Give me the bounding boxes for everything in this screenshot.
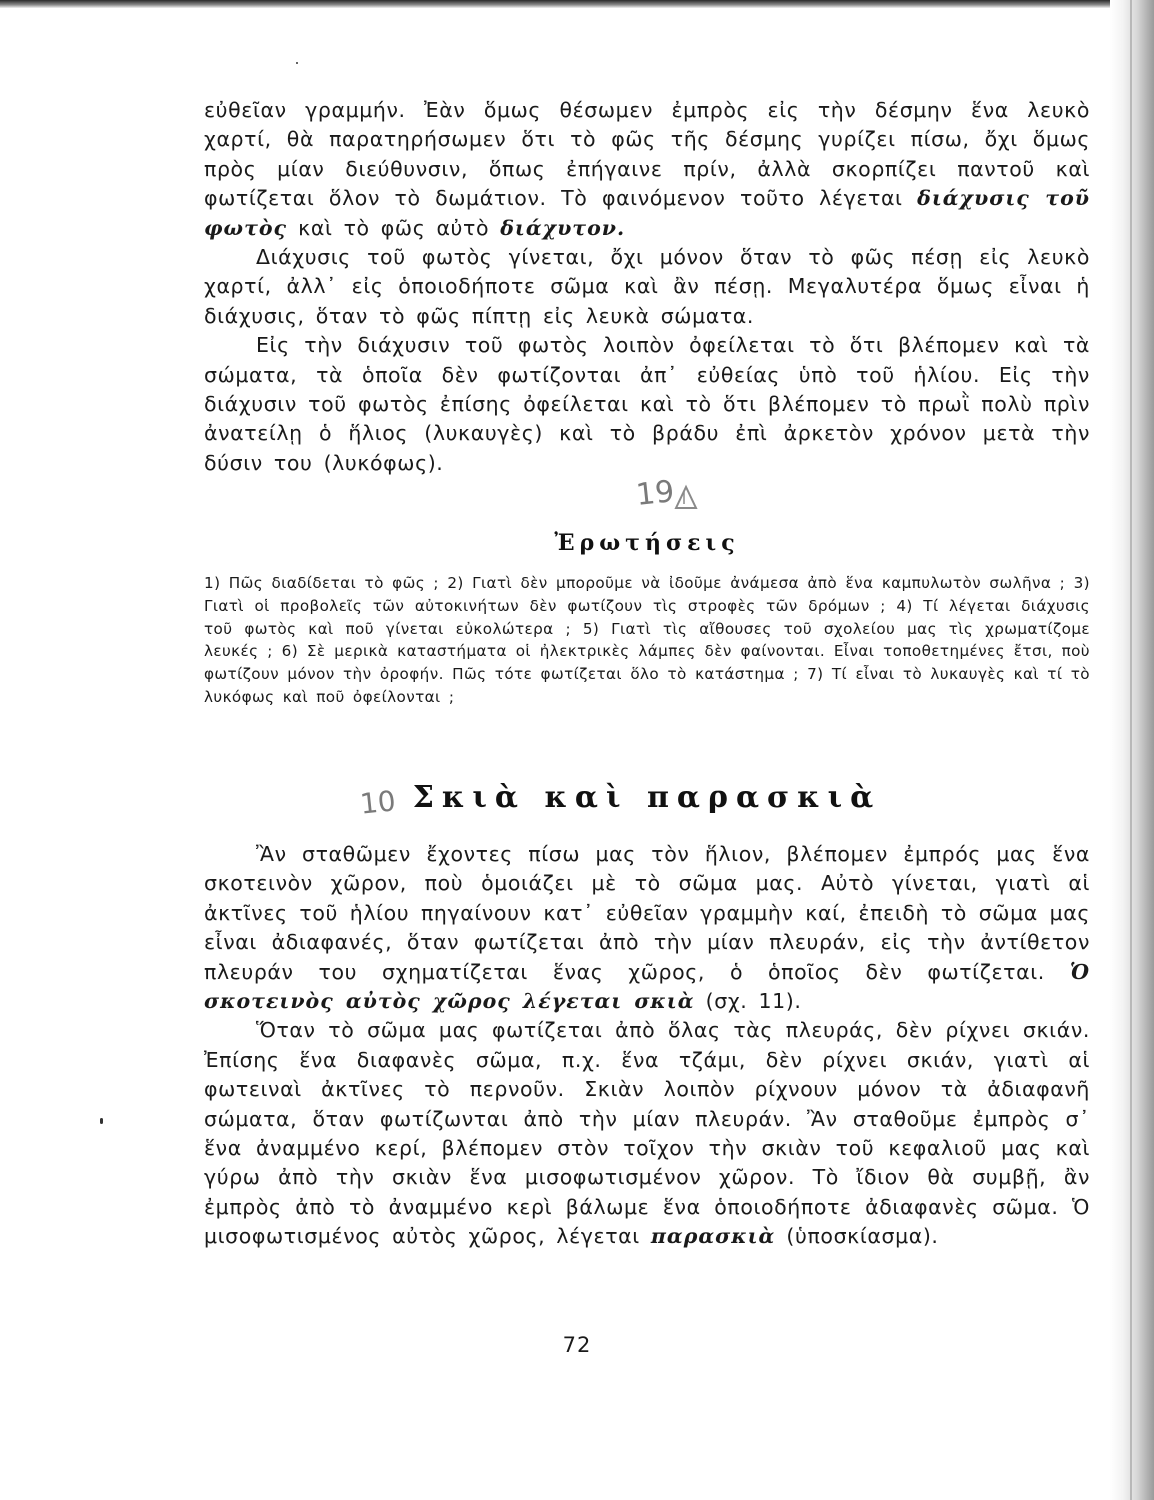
page-number: 72 — [562, 1333, 592, 1357]
questions-heading: Ἐρωτήσεις — [554, 530, 740, 556]
top-text-block — [204, 96, 1090, 478]
paragraph-penumbra-text: Ὅταν τὸ σῶμα μας φωτίζεται ἀπὸ ὅλας τὰς πλευράς, δὲν ρίχνει σκιάν. Ἐπίσης ἕνα διαφανὲς σῶμα, π.χ. ἕνα τζάμι, δὲν ρίχνει σκιάν, γιατὶ αἱ φωτειναὶ ἀκτῖνες τὸ περνοῦν. Σκιὰν λοιπὸν ρίχνουν μόνον τὰ ἀδιαφανῆ σώματα, ὅταν φωτίζωνται ἀπὸ τὴν μίαν πλευράν. Ἂν σταθοῦμε ἐμπρὸς σ᾽ ἕνα ἀναμμένο κερί, βλέπομεν στὸν τοῖχον τὴν σκιὰν τοῦ κεφαλιοῦ μας καὶ γύρω ἀπὸ τὴν σκιὰν ἕνα μισοφωτισμένον χῶρον. Τὸ ἴδιον θὰ συμβῇ, ἂν ἐμπρὸς ἀπὸ τὸ ἀναμμένο κερὶ βάλωμε ἕνα ὁποιοδήποτε ἀδιαφανὲς σῶμα. Ὁ μισοφωτισμένος αὐτὸς χῶρος, λέγεται — [204, 1018, 1090, 1249]
paragraph-1-text: εὐθεῖαν γραμμήν. Ἐὰν ὅμως θέσωμεν ἐμπρὸς εἰς τὴν δέσμην ἕνα λευκὸ χαρτί, θὰ παρατηρήσωμεν ὅτι τὸ φῶς τῆς δέσμης γυρίζει πίσω, ὄχι ὅμως πρὸς μίαν διεύθυνσιν, ὅπως ἐπήγαινε πρίν, ἀλλὰ σκορπίζει παντοῦ καὶ φωτίζεται ὅλον τὸ δωμάτιον. Τὸ φαινόμενον τοῦτο λέγεται — [204, 98, 1090, 211]
paragraph-continuation — [204, 96, 1090, 243]
penumbra-synonym: (ὑποσκίασμα). — [786, 1224, 939, 1249]
paragraph-1-connector: καὶ τὸ φῶς αὐτὸ — [298, 215, 490, 240]
paragraph-twilight: Εἰς τὴν διάχυσιν τοῦ φωτὸς λοιπὸν ὀφείλεται τὸ ὅτι βλέπομεν καὶ τὰ σώματα, τὰ ὁποῖα δὲν φωτίζονται ἀπ᾽ εὐθείας ὑπὸ τοῦ ἡλίου. Εἰς τὴν διάχυσιν τοῦ φωτὸς ἐπίσης ὀφείλεται καὶ τὸ ὅτι βλέπομεν τὸ πρωῒ πολὺ πρὶν ἀνατείλῃ ὁ ἥλιος (λυκαυγὲς) καὶ τὸ βράδυ ἐπὶ ἀρκετὸν χρόνον μετὰ τὴν δύσιν του (λυκόφως). — [204, 333, 1090, 475]
stray-ink-mark — [100, 1118, 103, 1124]
pencil-annotation-10: 10 — [358, 784, 398, 821]
paragraph-diffusion: Διάχυσις τοῦ φωτὸς γίνεται, ὄχι μόνον ὅταν τὸ φῶς πέσῃ εἰς λευκὸ χαρτί, ἀλλ᾽ εἰς ὁποιοδήποτε σῶμα καὶ ἂν πέσῃ. Μεγαλυτέρα ὅμως εἶναι ἡ διάχυσις, ὅταν τὸ φῶς πίπτῃ εἰς λευκὰ σώματα. — [204, 245, 1090, 328]
page-binding-line — [1130, 0, 1132, 1500]
paragraph-shadow-definition — [204, 840, 1090, 1016]
term-shadow-definition: Ὁ σκοτεινὸς αὐτὸς χῶρος λέγεται σκιὰ — [204, 959, 1090, 1014]
term-penumbra: παρασκιὰ — [650, 1224, 776, 1249]
bottom-text-block — [204, 840, 1090, 1252]
pencil-annotation-19: 19 — [634, 474, 676, 513]
section-heading-shadow-penumbra: Σκιὰ καὶ παρασκιὰ — [412, 780, 882, 815]
term-diffusion-of-light: διάχυσις τοῦ φωτὸς — [204, 186, 1090, 240]
paragraph-shadow-text: Ἂν σταθῶμεν ἔχοντες πίσω μας τὸν ἥλιον, βλέπομεν ἐμπρός μας ἕνα σκοτεινὸν χῶρον, ποὺ ὁμοιάζει μὲ τὸ σῶμα μας. Αὐτὸ γίνεται, γιατὶ αἱ ἀκτῖνες τοῦ ἡλίου πηγαίνουν κατ᾽ εὐθεῖαν γραμμὴν καί, ἐπειδὴ τὸ σῶμα μας εἶναι ἀδιαφανές, ὅταν φωτίζεται ἀπὸ τὴν μίαν πλευράν, εἰς τὴν ἀντίθετον πλευράν του σχηματίζεται ἕνας χῶρος, ὁ ὁποῖος δὲν φωτίζεται. — [204, 842, 1090, 984]
questions-paragraph: 1) Πῶς διαδίδεται τὸ φῶς ; 2) Γιατὶ δὲν μποροῦμε νὰ ἰδοῦμε ἀνάμεσα ἀπὸ ἕνα καμπυλωτὸν σωλῆνα ; 3) Γιατὶ οἱ προβολεῖς τῶν αὐτοκινήτων δὲν φωτίζουν τὶς στροφὲς τῶν δρόμων ; 4) Τί λέγεται διάχυσις τοῦ φωτὸς καὶ ποῦ γίνεται εὐκολώτερα ; 5) Γιατὶ τὶς αἴθουσες τοῦ σχολείου μας τὶς χρωματίζομε λευκές ; 6) Σὲ μερικὰ καταστήματα οἱ ἠλεκτρικὲς λάμπες δὲν φαίνονται. Εἶναι τοποθετημένες ἔτσι, ποὺ φωτίζουν μόνον τὴν ὀροφήν. Πῶς τότε φωτίζεται ὅλο τὸ κατάστημα ; 7) Τί εἶναι τὸ λυκαυγὲς καὶ τί τὸ λυκόφως καὶ ποῦ ὀφείλονται ; — [204, 574, 1090, 706]
stray-ink-mark — [296, 62, 298, 64]
paragraph-penumbra — [204, 1016, 1090, 1251]
scan-top-edge — [0, 0, 1154, 8]
pencil-triangle-icon — [672, 484, 700, 512]
term-diffused: διάχυτον. — [500, 215, 626, 240]
page-binding-shadow — [1110, 0, 1154, 1500]
figure-reference: (σχ. 11). — [705, 989, 802, 1014]
